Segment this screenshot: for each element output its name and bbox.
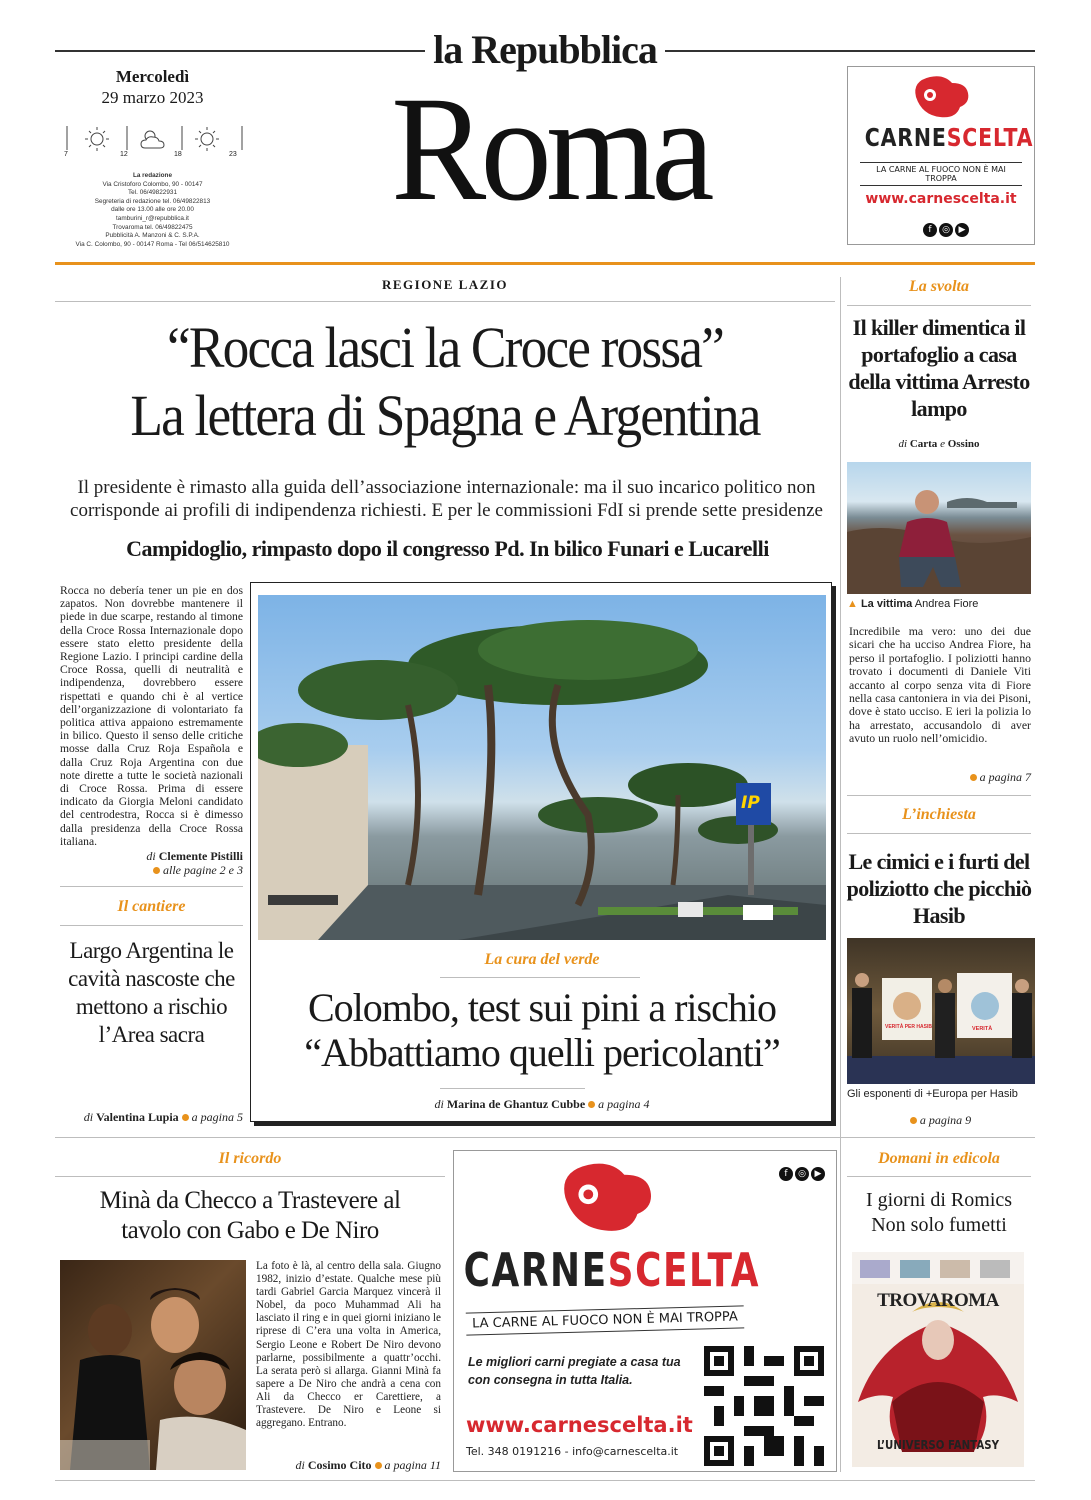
protest-sign-text: VERITÀ bbox=[972, 1026, 993, 1032]
ricordo-body: La foto è là, al centro della sala. Giugno 1982, inizio d’estate. Qualche mese più tardi Gabriel Garcia Marquez vincerà il Nobel, da poco Muhammad Ali ha lasciato il ring e in quei giorni iniziano le riprese di C’era una volta in America, Sergio Leone e Robert De Niro devono parlarne, possibilmente a quattr’occhi. La serata però si allarga. Gianni Minà fa sapere a De Niro che andrà a cena con Ali da Checco er Carettiere, a Trastevere. De Niro e Leone si aggregano. Entrano. bbox=[256, 1260, 441, 1430]
byline-di: di bbox=[83, 1110, 94, 1124]
ad-promo: Le migliori carni pregiate a casa tua con consegna in tutta Italia. bbox=[468, 1355, 681, 1387]
edicola-headline-line-2: Non solo fumetti bbox=[871, 1214, 1007, 1236]
divider bbox=[60, 925, 243, 926]
brand-logo[interactable]: la Repubblica bbox=[433, 27, 657, 72]
page-ref-text: a pagina 11 bbox=[384, 1458, 441, 1472]
sun-icon bbox=[192, 126, 222, 156]
carnescelta-ad-top[interactable] bbox=[847, 66, 1035, 245]
main-headline-line-2: La lettera di Spagna e Argentina bbox=[130, 383, 760, 448]
section-rule bbox=[55, 301, 835, 302]
divider bbox=[55, 1176, 445, 1177]
edicola-headline-line-1: I giorni di Romics bbox=[865, 1189, 1013, 1211]
ricordo-kicker: Il ricordo bbox=[218, 1150, 282, 1167]
redazione-line: Via Cristoforo Colombo, 90 - 00147 bbox=[102, 180, 203, 188]
issue-weekday: Mercoledì bbox=[115, 67, 190, 86]
temp-high: 18 bbox=[174, 151, 182, 158]
bullet-dot bbox=[153, 867, 160, 874]
page-ref-text: a pagina 9 bbox=[919, 1113, 972, 1127]
weather-strip bbox=[62, 122, 247, 162]
verde-headline[interactable] bbox=[258, 985, 826, 1075]
inchiesta-headline[interactable]: Le cimici e i furti del poliziotto che picchiò Hasib bbox=[846, 849, 1032, 928]
main-headline bbox=[86, 314, 804, 450]
cantiere-byline[interactable] bbox=[60, 1110, 243, 1125]
divider bbox=[847, 1176, 1031, 1177]
main-standfirst: Il presidente è rimasto alla guida dell’associazione internazionale: ma il suo incarico politico non corrisponde ai profili di indipendenza richiesti. E per le commissioni FdI si prende sette presidenze bbox=[70, 477, 823, 521]
cantiere-kicker: Il cantiere bbox=[117, 898, 186, 915]
divider bbox=[60, 886, 243, 887]
trovaroma-cover[interactable] bbox=[852, 1252, 1024, 1467]
ad-url[interactable]: www.carnescelta.it bbox=[865, 191, 1017, 207]
svolta-headline[interactable]: Il killer dimentica il portafoglio a casa della vittima Arresto lampo bbox=[848, 315, 1030, 421]
bullet-dot bbox=[970, 774, 977, 781]
redazione-title: La redazione bbox=[132, 172, 173, 179]
instagram-icon[interactable]: ◎ bbox=[795, 1167, 809, 1181]
divider bbox=[440, 1088, 585, 1089]
svolta-body: Incredibile ma vero: uno dei due sicari che ha ucciso Andrea Fiore, ha perso il portafoglio. I poliziotti hanno trovato i documenti di Daniele Viti accanto al corpo senza vita di Fiore nella casa cantoniera in via dei Pisoni, dove è stato ucciso. E ieri la polizia lo ha arrestato, accusandolo di aver avuto un ruolo nell’omicidio. bbox=[849, 624, 1031, 746]
ad-url[interactable]: www.carnescelta.it bbox=[466, 1413, 693, 1437]
svolta-page-ref[interactable] bbox=[847, 770, 1031, 785]
bullet-dot bbox=[588, 1101, 595, 1108]
svolta-byline[interactable] bbox=[847, 438, 1031, 450]
byline-author[interactable]: Clemente Pistilli bbox=[158, 849, 243, 863]
redazione-box bbox=[55, 172, 250, 249]
byline-di: di bbox=[295, 1458, 305, 1472]
divider bbox=[440, 977, 640, 978]
ip-sign: IP bbox=[741, 793, 760, 813]
byline-author: Valentina Lupia bbox=[96, 1110, 179, 1124]
issue-date: 29 marzo 2023 bbox=[101, 88, 204, 107]
city-edition-title: Roma bbox=[391, 66, 709, 232]
byline-author: Carta bbox=[909, 438, 938, 450]
bullet-dot bbox=[375, 1462, 382, 1469]
redazione-line: dalle ore 13.00 alle ore 20.00 bbox=[111, 206, 194, 214]
main-headline-line-1: “Rocca lasci la Croce rossa” bbox=[167, 315, 723, 380]
verde-kicker: La cura del verde bbox=[484, 951, 600, 968]
byline-di: di bbox=[898, 438, 908, 450]
main-byline bbox=[60, 849, 243, 864]
byline-author: Cosimo Cito bbox=[307, 1458, 372, 1472]
main-page-ref[interactable] bbox=[60, 863, 243, 878]
divider bbox=[847, 795, 1031, 796]
caption-label: La vittima bbox=[860, 598, 913, 610]
masthead-rule-left bbox=[55, 50, 425, 52]
ad-brand-part: CARNE bbox=[463, 1243, 608, 1297]
facebook-icon[interactable]: f bbox=[779, 1167, 793, 1181]
inchiesta-caption: Gli esponenti di +Europa per Hasib bbox=[847, 1088, 1018, 1100]
carnescelta-ad-bottom[interactable] bbox=[453, 1150, 837, 1472]
page-ref-text: a pagina 4 bbox=[598, 1097, 650, 1111]
temp-high: 12 bbox=[120, 151, 128, 158]
page-ref-text: alle pagine 2 e 3 bbox=[163, 863, 243, 877]
verde-headline-line-1: Colombo, test sui pini a rischio bbox=[308, 985, 776, 1030]
byline-author: Marina de Ghantuz Cubbe bbox=[446, 1097, 586, 1111]
cantiere-headline[interactable]: Largo Argentina le cavità nascoste che mettono a rischio l’Area sacra bbox=[68, 938, 235, 1047]
ad-brand bbox=[463, 1243, 761, 1297]
masthead-rule-right bbox=[665, 50, 1035, 52]
redazione-line: Segreteria di redazione tel. 06/49822813 bbox=[94, 197, 211, 205]
facebook-icon[interactable]: f bbox=[923, 223, 937, 237]
bullet-dot bbox=[910, 1117, 917, 1124]
press-conference-photo bbox=[847, 938, 1035, 1084]
ad-tagline: LA CARNE AL FUOCO NON È MAI TROPPA bbox=[860, 162, 1022, 186]
redazione-line: Via C. Colombo, 90 - 00147 Roma - Tel 06/514625810 bbox=[75, 240, 230, 248]
inchiesta-kicker: L’inchiesta bbox=[902, 806, 976, 823]
column-divider bbox=[840, 277, 841, 1472]
victim-caption: ▲ La vittima Andrea Fiore bbox=[847, 598, 979, 610]
verde-headline-line-2: “Abbattiamo quelli pericolanti” bbox=[304, 1030, 780, 1075]
protest-sign-text: VERITÀ PER HASIB bbox=[885, 1024, 932, 1030]
instagram-icon[interactable]: ◎ bbox=[939, 223, 953, 237]
redazione-line: Tel. 06/49822931 bbox=[127, 189, 178, 197]
ricordo-headline[interactable]: Minà da Checco a Trastevere al tavolo con Gabo e De Niro bbox=[99, 1187, 401, 1244]
ad-contacts[interactable]: Tel. 348 0191216 - info@carnescelta.it bbox=[466, 1445, 679, 1458]
caption-text: Andrea Fiore bbox=[914, 598, 979, 610]
redazione-line: Pubblicità A. Manzoni & C. S.P.A. bbox=[105, 232, 200, 240]
section-label: REGIONE LAZIO bbox=[381, 277, 509, 292]
ad-tagline: LA CARNE AL FUOCO NON È MAI TROPPA bbox=[466, 1305, 745, 1335]
meat-logo-icon bbox=[906, 71, 972, 125]
bottom-row-rule bbox=[55, 1137, 1035, 1138]
redazione-line: Trovaroma tel. 06/49822475 bbox=[112, 223, 193, 231]
cover-title: TROVAROMA bbox=[877, 1290, 999, 1311]
byline-author: Ossino bbox=[947, 438, 980, 450]
bullet-dot bbox=[182, 1114, 189, 1121]
pine-trees-photo bbox=[258, 595, 826, 940]
page-bottom-rule bbox=[55, 1480, 1035, 1481]
page-ref-text: a pagina 5 bbox=[191, 1110, 243, 1124]
vintage-dinner-photo bbox=[60, 1260, 246, 1470]
divider bbox=[847, 305, 1031, 306]
ad-brand-part: CARNE bbox=[864, 123, 947, 152]
ad-brand-part: SCELTA bbox=[607, 1243, 761, 1297]
page-ref-text: a pagina 7 bbox=[979, 770, 1031, 784]
qr-code-icon[interactable] bbox=[704, 1346, 824, 1466]
ricordo-byline[interactable] bbox=[256, 1458, 441, 1473]
main-subhead: Campidoglio, rimpasto dopo il congresso Pd. In bilico Funari e Lucarelli bbox=[126, 536, 769, 561]
ad-brand bbox=[864, 123, 1034, 152]
redazione-line: tamburini_r@repubblica.it bbox=[116, 214, 189, 222]
youtube-icon[interactable]: ▶ bbox=[811, 1167, 825, 1181]
byline-di: di bbox=[434, 1097, 444, 1111]
edicola-headline[interactable] bbox=[847, 1188, 1031, 1238]
masthead-orange-rule bbox=[55, 262, 1035, 265]
temp-high: 23 bbox=[229, 151, 237, 158]
byline-di: di bbox=[146, 849, 156, 863]
ad-brand-part: SCELTA bbox=[946, 123, 1034, 152]
main-body: Rocca no debería tener un pie en dos zapatos. Non dovrebbe mantenere il piede in due scarpe, restando al timone della Croce Rossa Internazionale dopo essere stato eletto presidente della Regione Lazio. I principi cardine della Croce Rossa, quelli di neutralità e indipendenza, dovrebbero essere rispettati e quando chi è al vertice dell’organizzazione di volontariato fa politica attiva appaiono estremamente in bilico. Questo il senso delle critiche mosse dalla Cruz Roja Española e dalla Cruz Roja Argentina con due note dirette a tutte le società nazionali di Croce Rossa. Prima di essere indicato da Giorgia Meloni candidato del centrodestra, Rocca si è dimesso dalla presidenza della Croce Rossa italiana. bbox=[60, 584, 243, 848]
meat-logo-icon bbox=[549, 1155, 657, 1241]
divider bbox=[847, 833, 1031, 834]
sun-icon bbox=[82, 126, 112, 156]
verde-byline[interactable] bbox=[258, 1097, 826, 1112]
svolta-kicker: La svolta bbox=[909, 278, 969, 295]
byline-e: e bbox=[940, 438, 945, 450]
edicola-kicker: Domani in edicola bbox=[878, 1150, 1000, 1167]
cloud-sun-icon bbox=[137, 126, 169, 156]
victim-photo bbox=[847, 462, 1031, 594]
temp-low: 7 bbox=[64, 151, 68, 158]
inchiesta-page-ref[interactable] bbox=[847, 1113, 1031, 1128]
youtube-icon[interactable]: ▶ bbox=[955, 223, 969, 237]
cover-footer: L’UNIVERSO FANTASY bbox=[877, 1438, 999, 1452]
